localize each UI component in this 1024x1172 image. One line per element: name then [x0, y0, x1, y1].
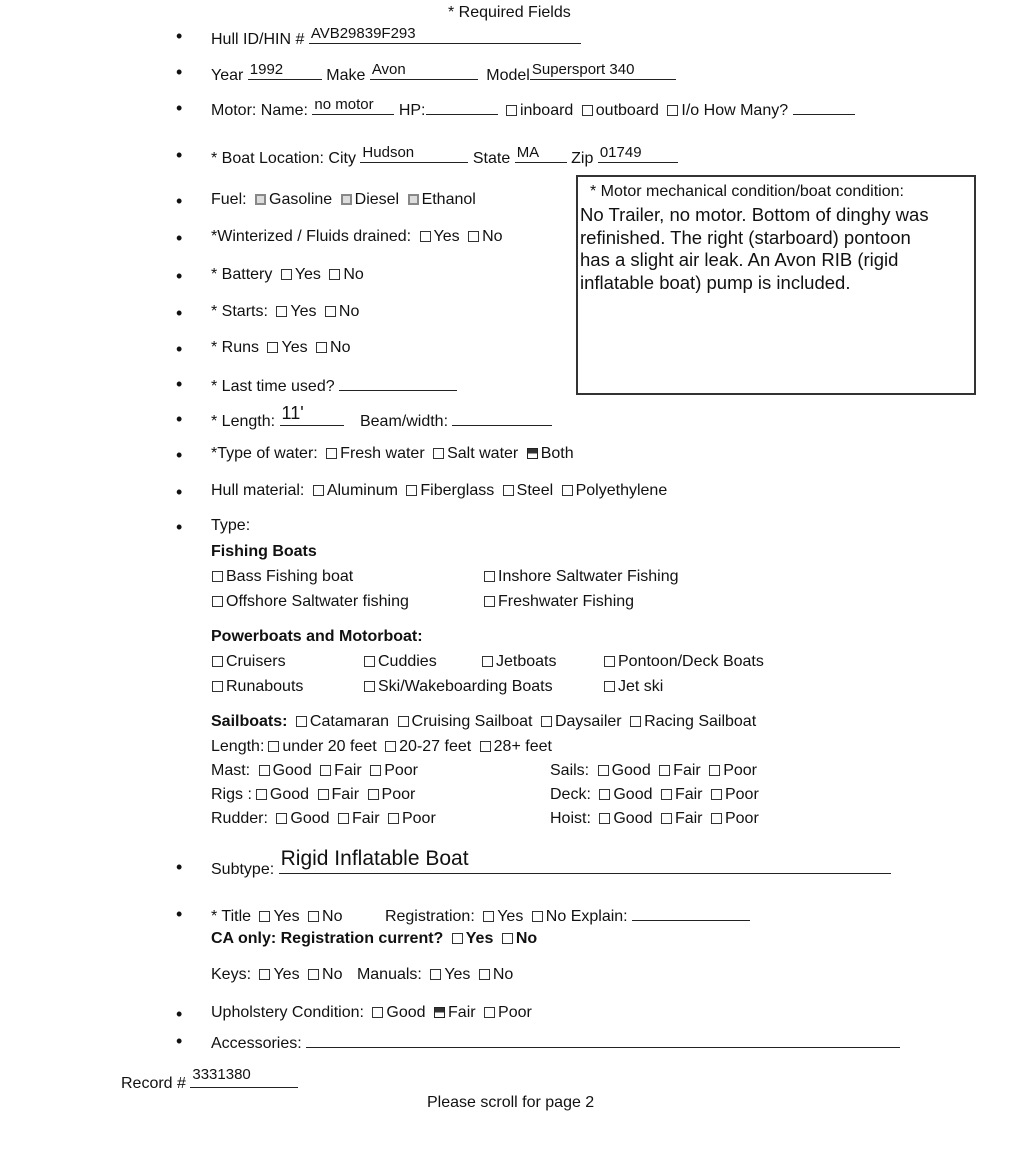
bullet: •	[176, 904, 183, 924]
good-label: Good	[269, 786, 310, 803]
hull-value: AVB29839F293	[310, 25, 416, 42]
yes-label: Yes	[294, 266, 321, 283]
length-field[interactable]	[280, 403, 344, 426]
manuals-no-checkbox[interactable]	[479, 969, 490, 980]
record-field[interactable]	[190, 1066, 298, 1088]
winterized-no-checkbox[interactable]	[468, 231, 479, 242]
racing-checkbox[interactable]	[630, 716, 641, 727]
runs-yes-checkbox[interactable]	[267, 342, 278, 353]
yes-label: Yes	[281, 339, 308, 356]
model-field[interactable]	[530, 63, 676, 80]
battery-yes-checkbox[interactable]	[281, 269, 292, 280]
bullet: •	[176, 374, 183, 394]
motor-value: no motor	[314, 96, 374, 113]
keys-row	[211, 966, 513, 984]
water-label: *Type of water:	[211, 445, 318, 462]
type-option	[360, 653, 437, 671]
keys-no-checkbox[interactable]	[308, 969, 319, 980]
manuals-label: Manuals:	[356, 966, 422, 983]
inshore-checkbox[interactable]	[484, 571, 495, 582]
rigs-label: Rigs :	[211, 786, 252, 803]
last-used-row	[211, 374, 457, 396]
explain-label: Explain:	[570, 908, 628, 925]
bullet: •	[176, 857, 183, 877]
b2027-label: 20-27 feet	[399, 738, 472, 755]
make-field[interactable]	[370, 63, 478, 80]
good-label: Good	[613, 786, 653, 803]
rigs-poor-checkbox[interactable]	[368, 789, 379, 800]
under20-label: under 20 feet	[282, 738, 377, 755]
registration-label: Registration:	[384, 908, 475, 925]
zip-value: 01749	[599, 144, 642, 161]
title-label: * Title	[211, 908, 252, 925]
bullet: •	[176, 98, 183, 118]
b2027-checkbox[interactable]	[385, 741, 396, 752]
upholstery-fair-checkbox[interactable]	[434, 1007, 445, 1018]
starts-no-checkbox[interactable]	[325, 306, 336, 317]
daysailer-label: Daysailer	[554, 713, 622, 730]
runabouts-checkbox[interactable]	[212, 681, 223, 692]
ca-yes-checkbox[interactable]	[452, 933, 463, 944]
aluminum-label: Aluminum	[326, 482, 398, 499]
no-label: No	[492, 966, 514, 983]
ca-row	[211, 930, 537, 948]
year-field[interactable]	[248, 63, 322, 80]
starts-yes-checkbox[interactable]	[276, 306, 287, 317]
deck-row	[550, 786, 759, 804]
record-value: 3331380	[192, 1066, 251, 1083]
fair-label: Fair	[334, 762, 362, 779]
type-option	[208, 678, 303, 696]
good-label: Good	[386, 1004, 426, 1021]
bass-label: Bass Fishing boat	[226, 568, 354, 585]
no-label: No	[330, 339, 351, 356]
fuel-label: Fuel:	[211, 191, 247, 208]
hull-label: Hull ID/HIN #	[211, 31, 305, 48]
fair-label: Fair	[331, 786, 360, 803]
hp-label: HP:	[398, 102, 426, 119]
poor-label: Poor	[724, 786, 759, 803]
yes-label: Yes	[433, 228, 460, 245]
no-label: No	[343, 266, 364, 283]
starts-row	[211, 303, 359, 321]
jetski-label: Jet ski	[618, 678, 664, 695]
last-used-field[interactable]	[339, 374, 457, 391]
inboard-checkbox[interactable]	[506, 105, 517, 116]
sails-fair-checkbox[interactable]	[659, 765, 670, 776]
both-water-checkbox[interactable]	[527, 448, 538, 459]
rudder-poor-checkbox[interactable]	[388, 813, 399, 824]
hoist-row	[550, 810, 759, 828]
catamaran-label: Catamaran	[309, 713, 390, 730]
pontoon-label: Pontoon/Deck Boats	[618, 653, 764, 670]
subtype-row	[211, 847, 891, 879]
accessories-label: Accessories:	[211, 1035, 302, 1052]
how-many-field[interactable]	[793, 98, 855, 115]
fresh-water-label: Fresh water	[340, 445, 425, 462]
mast-fair-checkbox[interactable]	[320, 765, 331, 776]
length-label: * Length:	[211, 413, 276, 430]
hull-material-label: Hull material:	[211, 482, 305, 499]
bass-checkbox[interactable]	[212, 571, 223, 582]
notes-heading: * Motor mechanical condition/boat condition:	[590, 183, 904, 200]
type-option	[600, 678, 663, 696]
registration-yes-checkbox[interactable]	[483, 911, 494, 922]
bullet: •	[176, 62, 183, 82]
fair-label: Fair	[674, 786, 703, 803]
inshore-label: Inshore Saltwater Fishing	[498, 568, 679, 585]
year-value: 1992	[249, 61, 284, 78]
good-label: Good	[613, 810, 653, 827]
explain-field[interactable]	[632, 904, 750, 921]
beam-field[interactable]	[452, 409, 552, 426]
runs-label: * Runs	[211, 339, 260, 356]
bullet: •	[176, 191, 183, 211]
fair-label: Fair	[673, 762, 701, 779]
outboard-label: outboard	[595, 102, 659, 119]
title-yes-checkbox[interactable]	[259, 911, 270, 922]
freshwater-fishing-label: Freshwater Fishing	[498, 593, 635, 610]
state-value: MA	[516, 144, 540, 161]
fiberglass-checkbox[interactable]	[406, 485, 417, 496]
type-option	[478, 653, 556, 671]
mast-label: Mast:	[211, 762, 251, 779]
make-value: Avon	[371, 61, 406, 78]
no-label: No	[545, 908, 567, 925]
upholstery-row	[211, 1004, 532, 1022]
salt-water-label: Salt water	[447, 445, 519, 462]
keys-label: Keys:	[211, 966, 252, 983]
accessories-row	[211, 1031, 900, 1053]
bullet: •	[176, 228, 183, 248]
io-checkbox[interactable]	[667, 105, 678, 116]
upholstery-poor-checkbox[interactable]	[484, 1007, 495, 1018]
hoist-fair-checkbox[interactable]	[661, 813, 672, 824]
no-label: No	[322, 908, 343, 925]
required-note: * Required Fields	[448, 4, 571, 21]
fair-label: Fair	[448, 1004, 476, 1021]
good-label: Good	[290, 810, 330, 827]
power-heading: Powerboats and Motorboat:	[211, 628, 423, 645]
state-label: State	[472, 150, 511, 167]
bullet: •	[176, 517, 183, 537]
diesel-label: Diesel	[354, 191, 400, 208]
steel-checkbox[interactable]	[503, 485, 514, 496]
sails-row	[550, 762, 757, 780]
poor-label: Poor	[498, 1004, 532, 1021]
starts-label: * Starts:	[211, 303, 268, 320]
good-label: Good	[611, 762, 651, 779]
pontoon-checkbox[interactable]	[604, 656, 615, 667]
fishing-heading: Fishing Boats	[211, 543, 317, 560]
ski-label: Ski/Wakeboarding Boats	[378, 678, 553, 695]
city-value: Hudson	[362, 144, 415, 161]
state-field[interactable]	[515, 146, 567, 163]
under20-checkbox[interactable]	[268, 741, 279, 752]
runs-row	[211, 339, 351, 357]
no-label: No	[338, 303, 360, 320]
catamaran-checkbox[interactable]	[296, 716, 307, 727]
cruisers-label: Cruisers	[226, 653, 286, 670]
sailboats-row	[211, 713, 756, 731]
rigs-fair-checkbox[interactable]	[318, 789, 329, 800]
hoist-poor-checkbox[interactable]	[711, 813, 722, 824]
over28-checkbox[interactable]	[480, 741, 491, 752]
fresh-water-checkbox[interactable]	[326, 448, 337, 459]
bullet: •	[176, 339, 183, 359]
title-row	[211, 904, 750, 926]
deck-poor-checkbox[interactable]	[711, 789, 722, 800]
bullet: •	[176, 303, 183, 323]
bullet: •	[176, 266, 183, 286]
bullet: •	[176, 26, 183, 46]
bullet: •	[176, 409, 183, 429]
gasoline-label: Gasoline	[269, 191, 333, 208]
city-field[interactable]	[360, 146, 468, 163]
upholstery-good-checkbox[interactable]	[372, 1007, 383, 1018]
good-label: Good	[272, 762, 312, 779]
rudder-label: Rudder:	[211, 810, 268, 827]
winterized-yes-checkbox[interactable]	[420, 231, 431, 242]
fair-label: Fair	[674, 810, 703, 827]
ca-no-checkbox[interactable]	[502, 933, 513, 944]
yes-label: Yes	[497, 908, 524, 925]
year-label: Year	[211, 67, 244, 84]
hp-field[interactable]	[426, 98, 498, 115]
no-label: No	[482, 228, 503, 245]
winterized-row	[211, 228, 503, 246]
hull-field[interactable]	[309, 27, 581, 44]
condition-notes-box[interactable]	[576, 175, 976, 395]
ski-checkbox[interactable]	[364, 681, 375, 692]
cruising-checkbox[interactable]	[398, 716, 409, 727]
hull-row	[211, 27, 581, 49]
length-value: 11'	[281, 403, 304, 423]
rudder-good-checkbox[interactable]	[276, 813, 287, 824]
yes-label: Yes	[444, 966, 471, 983]
hoist-label: Hoist:	[550, 810, 591, 827]
ethanol-label: Ethanol	[421, 191, 476, 208]
racing-label: Racing Sailboat	[644, 713, 757, 730]
offshore-checkbox[interactable]	[212, 596, 223, 607]
beam-label: Beam/width:	[359, 413, 449, 430]
record-label: Record #	[121, 1075, 186, 1092]
scroll-note: Please scroll for page 2	[427, 1094, 595, 1111]
notes-line: No Trailer, no motor. Bottom of dinghy was	[580, 204, 929, 225]
sails-poor-checkbox[interactable]	[709, 765, 720, 776]
polyethylene-checkbox[interactable]	[562, 485, 573, 496]
bullet: •	[176, 445, 183, 465]
notes-line: refinished. The right (starboard) pontoon	[580, 226, 911, 248]
year-row	[211, 63, 676, 85]
type-option	[208, 568, 353, 586]
motor-field[interactable]	[312, 98, 394, 115]
fuel-row	[211, 191, 476, 209]
mast-good-checkbox[interactable]	[259, 765, 270, 776]
bullet: •	[176, 145, 183, 165]
type-option	[480, 568, 679, 586]
length-row	[211, 403, 552, 431]
deck-label: Deck:	[550, 786, 591, 803]
battery-row	[211, 266, 364, 284]
motor-row	[211, 98, 855, 120]
hull-material-row	[211, 482, 667, 500]
type-option	[360, 678, 553, 696]
over28-label: 28+ feet	[493, 738, 552, 755]
poor-label: Poor	[381, 786, 416, 803]
keys-yes-checkbox[interactable]	[259, 969, 270, 980]
mast-poor-checkbox[interactable]	[370, 765, 381, 776]
sail-length-label: Length:	[211, 738, 265, 755]
ca-label: CA only: Registration current?	[211, 930, 444, 947]
winterized-label: *Winterized / Fluids drained:	[211, 228, 412, 245]
type-option	[480, 593, 634, 611]
motor-label: Motor: Name:	[211, 102, 308, 119]
steel-label: Steel	[516, 482, 554, 499]
record-row	[121, 1066, 298, 1093]
daysailer-checkbox[interactable]	[541, 716, 552, 727]
inboard-label: inboard	[519, 102, 574, 119]
battery-label: * Battery	[211, 266, 273, 283]
location-row	[211, 146, 678, 168]
poor-label: Poor	[724, 810, 759, 827]
jetboats-label: Jetboats	[496, 653, 557, 670]
city-label: * Boat Location: City	[211, 150, 356, 167]
no-label: No	[515, 930, 538, 947]
type-option	[208, 653, 286, 671]
mast-row	[211, 762, 418, 780]
yes-label: Yes	[273, 908, 300, 925]
yes-label: Yes	[290, 303, 317, 320]
manuals-yes-checkbox[interactable]	[430, 969, 441, 980]
rudder-fair-checkbox[interactable]	[338, 813, 349, 824]
title-no-checkbox[interactable]	[308, 911, 319, 922]
runabouts-label: Runabouts	[226, 678, 304, 695]
notes-text	[580, 204, 929, 294]
last-used-label: * Last time used?	[211, 378, 335, 395]
water-row	[211, 445, 574, 463]
sails-good-checkbox[interactable]	[598, 765, 609, 776]
type-label: Type:	[211, 517, 251, 534]
aluminum-checkbox[interactable]	[313, 485, 324, 496]
upholstery-label: Upholstery Condition:	[211, 1004, 364, 1021]
deck-good-checkbox[interactable]	[599, 789, 610, 800]
freshwater-fishing-checkbox[interactable]	[484, 596, 495, 607]
battery-no-checkbox[interactable]	[329, 269, 340, 280]
make-label: Make	[326, 67, 366, 84]
notes-line: inflatable boat) pump is included.	[580, 271, 851, 293]
registration-no-checkbox[interactable]	[532, 911, 543, 922]
no-label: No	[322, 966, 343, 983]
zip-field[interactable]	[598, 146, 678, 163]
cruisers-checkbox[interactable]	[212, 656, 223, 667]
subtype-label: Subtype:	[211, 861, 275, 878]
jetski-checkbox[interactable]	[604, 681, 615, 692]
sail-heading: Sailboats:	[211, 713, 288, 730]
diesel-checkbox[interactable]	[341, 194, 352, 205]
offshore-label: Offshore Saltwater fishing	[226, 593, 409, 610]
model-label: Model	[486, 67, 530, 84]
polyethylene-label: Polyethylene	[575, 482, 668, 499]
hoist-good-checkbox[interactable]	[599, 813, 610, 824]
rigs-row	[211, 786, 415, 804]
rudder-row	[211, 810, 436, 828]
sail-length-row	[211, 738, 552, 756]
outboard-checkbox[interactable]	[582, 105, 593, 116]
bullet: •	[176, 1004, 183, 1024]
subtype-value: Rigid Inflatable Boat	[280, 847, 469, 870]
salt-water-checkbox[interactable]	[433, 448, 444, 459]
poor-label: Poor	[401, 810, 436, 827]
yes-label: Yes	[465, 930, 494, 947]
fiberglass-label: Fiberglass	[420, 482, 495, 499]
type-option	[600, 653, 764, 671]
poor-label: Poor	[723, 762, 757, 779]
yes-label: Yes	[273, 966, 300, 983]
io-label: I/o How Many?	[681, 102, 789, 119]
type-option	[208, 593, 409, 611]
cuddies-label: Cuddies	[378, 653, 437, 670]
cuddies-checkbox[interactable]	[364, 656, 375, 667]
runs-no-checkbox[interactable]	[316, 342, 327, 353]
bullet: •	[176, 482, 183, 502]
zip-label: Zip	[571, 150, 594, 167]
subtype-field[interactable]	[279, 847, 891, 874]
jetboats-checkbox[interactable]	[482, 656, 493, 667]
fair-label: Fair	[351, 810, 380, 827]
ethanol-checkbox[interactable]	[408, 194, 419, 205]
accessories-field[interactable]	[306, 1031, 900, 1048]
both-water-label: Both	[540, 445, 574, 462]
sails-label: Sails:	[550, 762, 590, 779]
notes-line: has a slight air leak. An Avon RIB (rigid	[580, 249, 899, 270]
rigs-good-checkbox[interactable]	[256, 789, 267, 800]
cruising-label: Cruising Sailboat	[411, 713, 533, 730]
bullet: •	[176, 1031, 183, 1051]
gasoline-checkbox[interactable]	[255, 194, 266, 205]
model-value: Supersport 340	[531, 61, 635, 78]
poor-label: Poor	[384, 762, 418, 779]
deck-fair-checkbox[interactable]	[661, 789, 672, 800]
